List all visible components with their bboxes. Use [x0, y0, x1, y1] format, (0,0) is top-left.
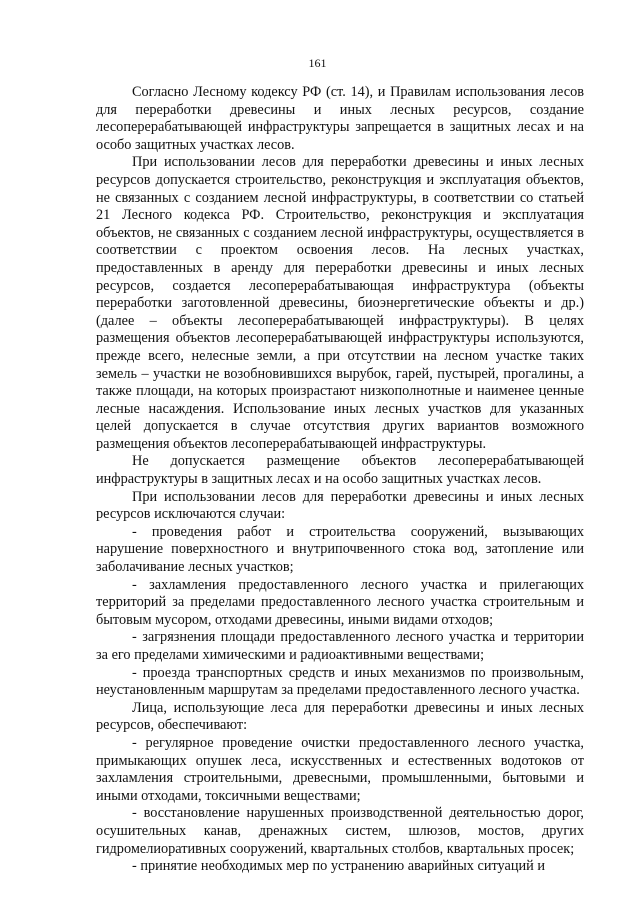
paragraph: Лица, использующие леса для переработки древесины и иных лесных ресурсов, обеспечивают: [96, 699, 584, 734]
body-text [96, 84, 584, 876]
list-item: - регулярное проведение очистки предоставленного лесного участка, примыкающих опушек леса, искусственных и естественных водотоков от захламления строительными, древесными, промышленными, бытовыми и иными отходами, токсичными веществами; [96, 734, 584, 804]
list-item: - принятие необходимых мер по устранению аварийных ситуаций и [132, 858, 546, 875]
list-item: - восстановление нарушенных производственной деятельностью дорог, осушительных канав, дренажных систем, шлюзов, мостов, других гидромелиоративных сооружений, квартальных столбов, квартальных просек; [96, 805, 584, 857]
list-item: - проезда транспортных средств и иных механизмов по произвольным, неустановленным маршрутам за пределами предоставленного лесного участка. [96, 664, 584, 699]
paragraph: Не допускается размещение объектов лесоперерабатывающей инфраструктуры в защитных лесах и на особо защитных участках лесов. [96, 453, 584, 488]
list-item: - проведения работ и строительства сооружений, вызывающих нарушение поверхностного и внутрипочвенного стока вод, затопление или заболачивание лесных участков; [96, 523, 584, 576]
page-number: 161 [308, 56, 327, 70]
paragraph: При использовании лесов для переработки древесины и иных лесных ресурсов исключаются случаи: [96, 488, 584, 523]
paragraph: При использовании лесов для переработки древесины и иных лесных ресурсов допускается строительство, реконструкция и эксплуатация объектов, не связанных с созданием лесной инфраструктуры, в соответствии со статьей 21 Лесного кодекса РФ. Строительство, реконструкция и эксплуатация объектов, не связанных с созданием лесной инфраструктуры, осуществляется в соответствии с проектом освоения лесов. На лесных участках, предоставленных в аренду для переработки древесины и иных лесных ресурсов, создается лесоперерабатывающая инфраструктура (объекты переработки заготовленной древесины, биоэнергетические объекты и др.) (далее – объекты лесоперерабатывающей инфраструктуры). В целях размещения объектов лесоперерабатывающей инфраструктуры используются, прежде всего, нелесные земли, а при отсутствии на лесном участке таких земель – участки не возобновившихся вырубок, гарей, пустырей, прогалины, а также площади, на которых произрастают низкополнотные и наименее ценные лесные насаждения. Использование иных лесных участков для указанных целей допускается в случае отсутствия других вариантов возможного размещения объектов лесоперерабатывающей инфраструктуры. [96, 154, 584, 452]
paragraph: Согласно Лесному кодексу РФ (ст. 14), и Правилам использования лесов для переработки древесины и иных лесных ресурсов, создание лесоперерабатывающей инфраструктуры запрещается в защитных лесах и на особо защитных участках лесов. [96, 84, 584, 153]
list-item: - захламления предоставленного лесного участка и прилегающих территорий за пределами предоставленного лесного участка строительным и бытовым мусором, отходами древесины, иными видами отходов; [96, 576, 584, 628]
list-item: - загрязнения площади предоставленного лесного участка и территории за его пределами химическими и радиоактивными веществами; [96, 629, 584, 663]
